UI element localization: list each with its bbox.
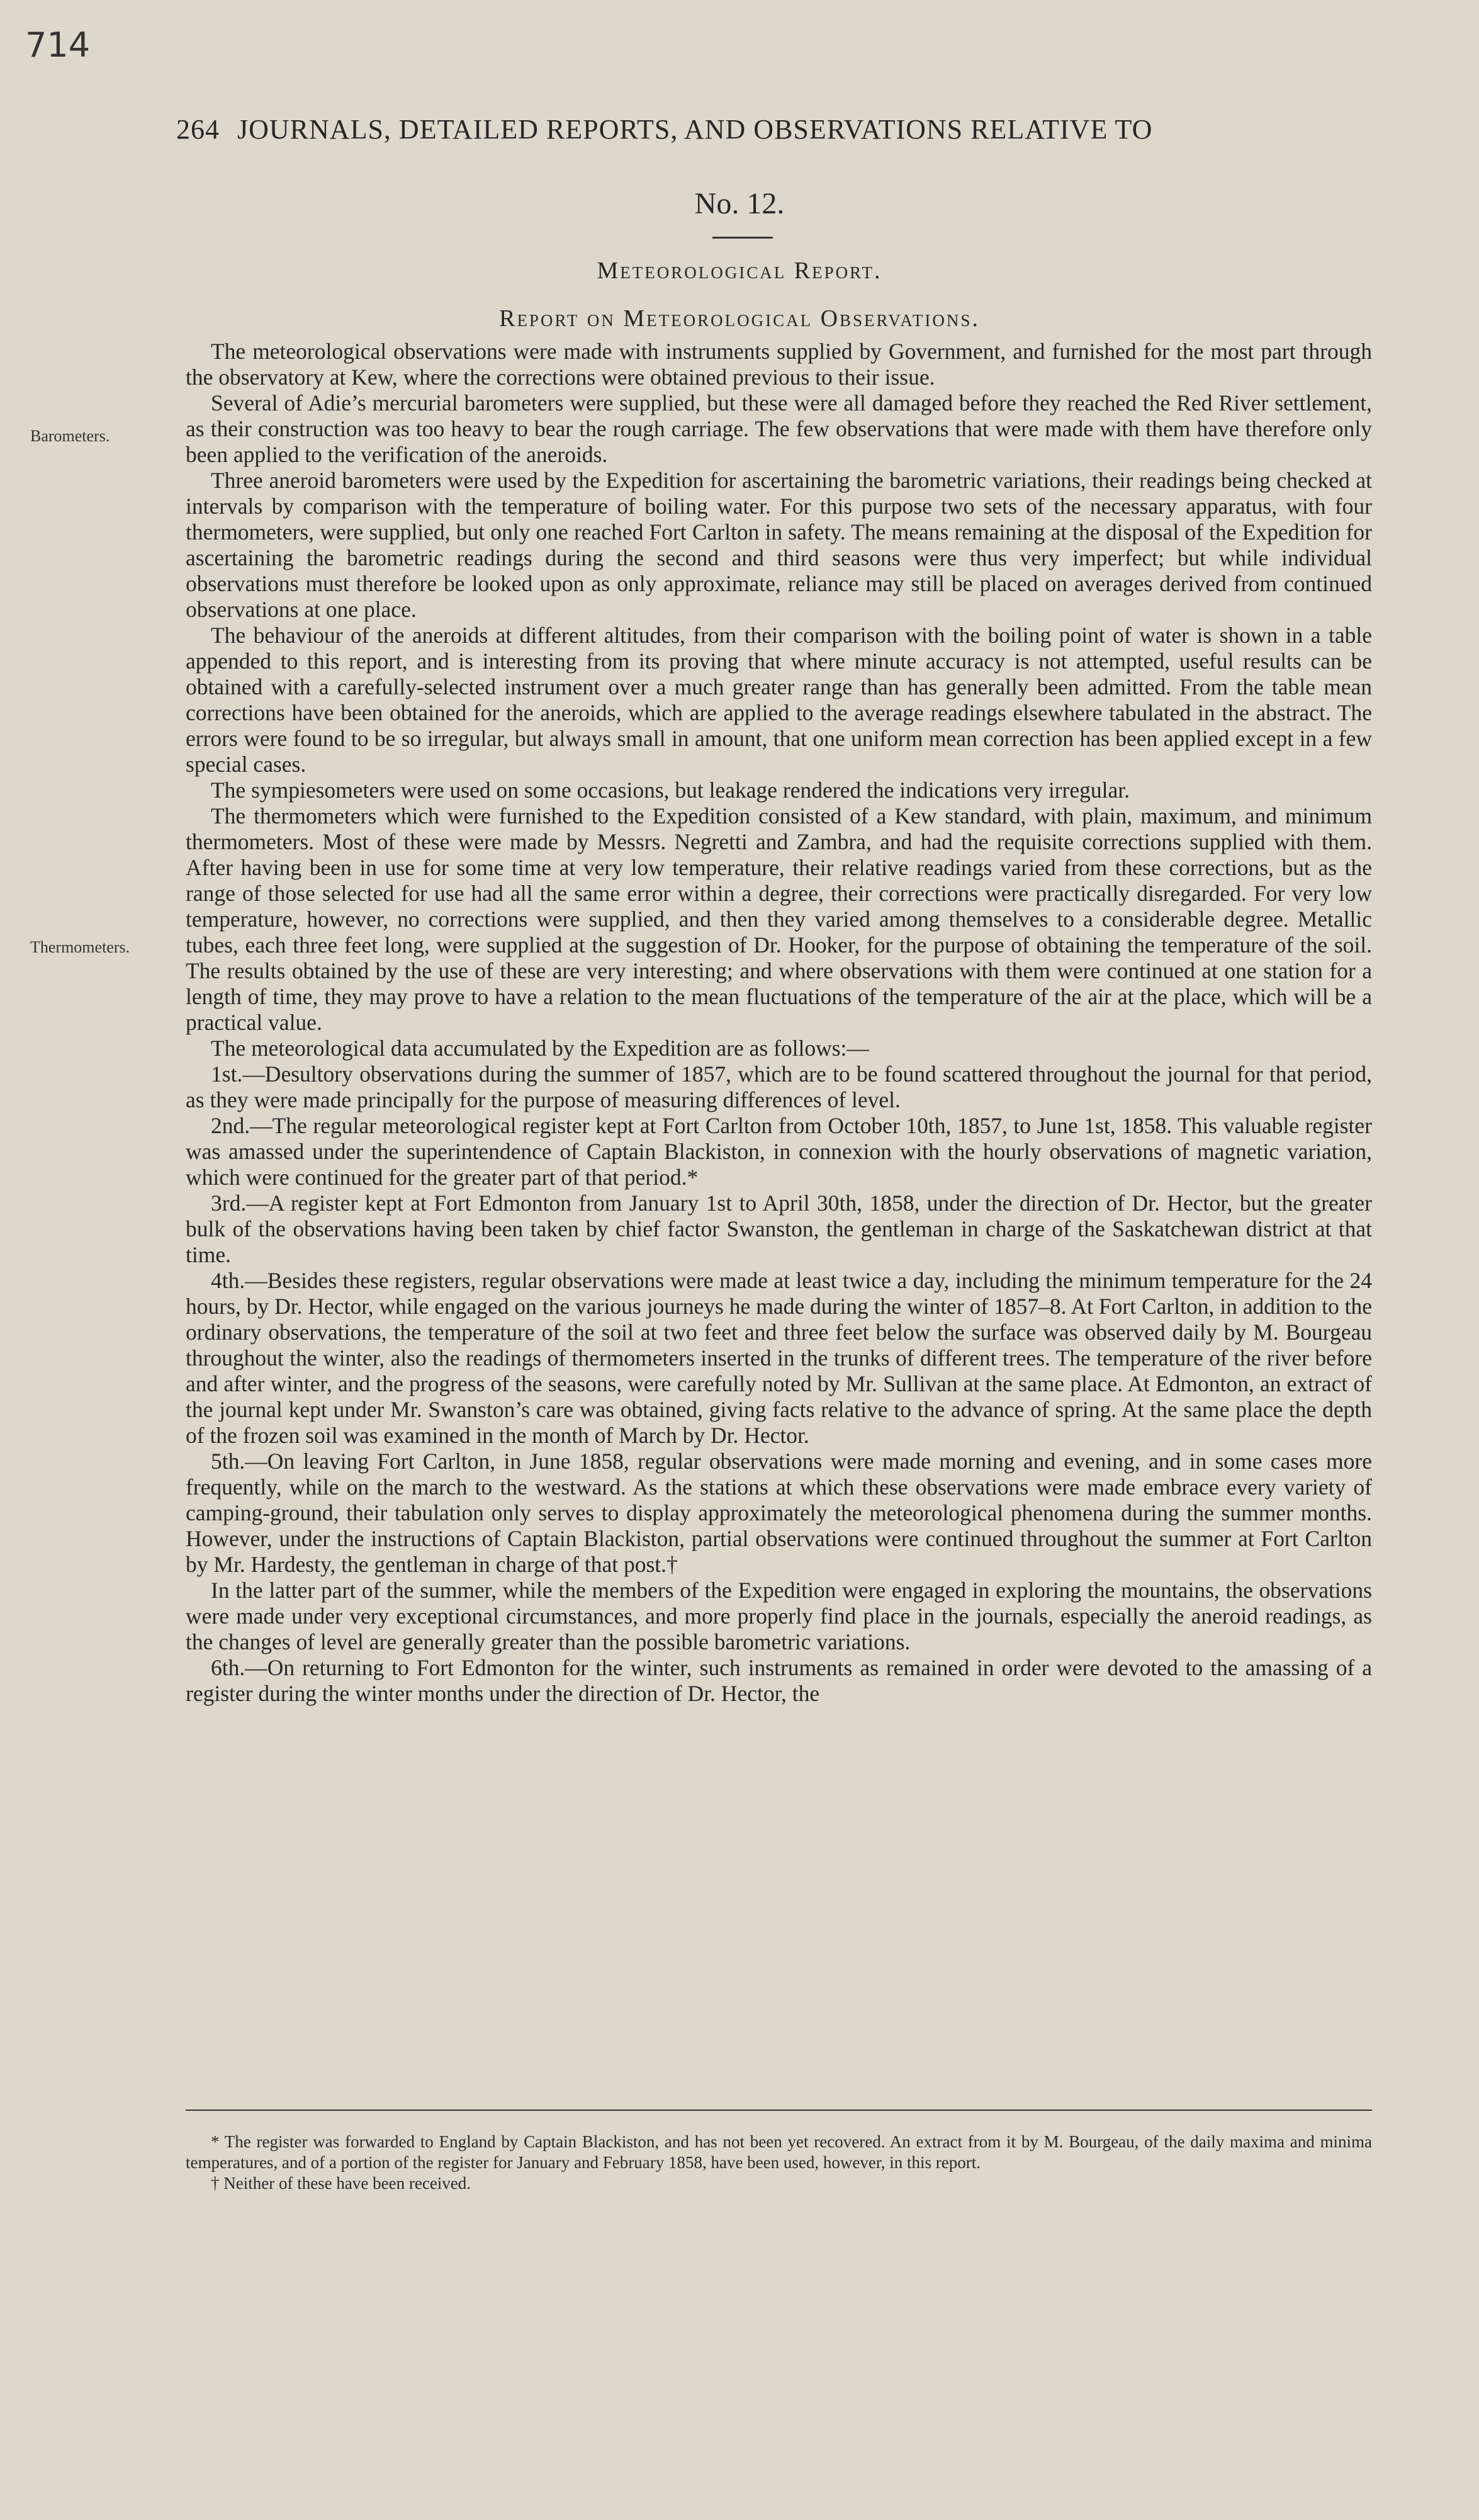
- scan-page-number: 714: [25, 25, 91, 65]
- section-title: Meteorological Report.: [597, 257, 882, 284]
- paragraph: 5th.—On leaving Fort Carlton, in June 1858, regular observations were made morning and evening, and in some cases more frequently, while on the march to the westward. As the stations at which these observations were made embrace every variety of camping-ground, their tabulation only serves to display approximately the meteorological phenomena during the summer months. However, under the instructions of Captain Blackiston, partial observations were continued throughout the summer at Fort Carlton by Mr. Hardesty, the gentleman in charge of that post.†: [186, 1449, 1372, 1577]
- paragraph: The meteorological observations were made with instruments supplied by Government, and furnished for the most part through the observatory at Kew, where the corrections were obtained previous to their issue.: [186, 339, 1372, 390]
- paragraph: In the latter part of the summer, while the members of the Expedition were engaged in exploring the mountains, the observations were made under very exceptional circumstances, and more properly find place in the journals, especially the aneroid readings, as the changes of level are generally greater than the possible barometric variations.: [186, 1578, 1372, 1654]
- document-number: No. 12.: [694, 187, 785, 220]
- paragraph: The sympiesometers were used on some occasions, but leakage rendered the indications very irregular.: [211, 777, 1130, 803]
- paragraph: 4th.—Besides these registers, regular observations were made at least twice a day, including the minimum temperature for the 24 hours, by Dr. Hector, while engaged on the various journeys he made during the winter of 1857–8. At Fort Carlton, in addition to the ordinary observations, the temperature of the soil at two feet and three feet below the surface was observed daily by M. Bourgeau throughout the winter, also the readings of thermometers inserted in the trunks of different trees. The temperature of the river before and after winter, and the progress of the seasons, were carefully noted by Mr. Sullivan at the same place. At Edmonton, an extract of the journal kept under Mr. Swanston’s care was obtained, giving facts relative to the advance of spring. At the same place the depth of the frozen soil was examined in the month of March by Dr. Hector.: [186, 1268, 1372, 1448]
- margin-note-thermometers: Thermometers.: [30, 938, 130, 956]
- body-text: [186, 339, 1372, 1707]
- paragraph: The thermometers which were furnished to the Expedition consisted of a Kew standard, with plain, maximum, and minimum thermometers. Most of these were made by Messrs. Negretti and Zambra, and had the requisite corrections supplied with them. After having been in use for some time at very low temperature, their relative readings varied from these corrections, but as the range of those selected for use had all the same error within a degree, their corrections were practically disregarded. For very low temperature, however, no corrections were supplied, and then they varied among themselves to a considerable degree. Metallic tubes, each three feet long, were supplied at the suggestion of Dr. Hooker, for the purpose of obtaining the temperature of the soil. The results obtained by the use of these are very interesting; and where observations with them were continued at one station for a length of time, they may prove to have a relation to the mean fluctuations of the temperature of the air at the place, which will be a practical value.: [186, 803, 1372, 1035]
- paragraph: 2nd.—The regular meteorological register kept at Fort Carlton from October 10th, 1857, to June 1st, 1858. This valuable register was amassed under the superintendence of Captain Blackiston, in connexion with the hourly observations of magnetic variation, which were continued for the greater part of that period.*: [186, 1113, 1372, 1190]
- running-header: [176, 113, 1372, 145]
- title-rule: [712, 237, 773, 239]
- paragraph: 3rd.—A register kept at Fort Edmonton from January 1st to April 30th, 1858, under the direction of Dr. Hector, but the greater bulk of the observations having been taken by chief factor Swanston, the gentleman in charge of the Saskatchewan district at that time.: [186, 1190, 1372, 1267]
- running-title: JOURNALS, DETAILED REPORTS, AND OBSERVATIONS RELATIVE TO: [237, 114, 1153, 145]
- footnote: † Neither of these have been received.: [211, 2174, 471, 2193]
- paragraph: 6th.—On returning to Fort Edmonton for the winter, such instruments as remained in order were devoted to the amassing of a register during the winter months under the direction of Dr. Hector, the: [186, 1655, 1372, 1706]
- subsection-title: Report on Meteorological Observations.: [499, 305, 980, 332]
- paragraph: The meteorological data accumulated by the Expedition are as follows:—: [211, 1036, 869, 1061]
- footnotes: [186, 2132, 1372, 2194]
- margin-note-barometers: Barometers.: [30, 427, 110, 445]
- paragraph: Several of Adie’s mercurial barometers were supplied, but these were all damaged before they reached the Red River settlement, as their construction was too heavy to bear the rough carriage. The few observations that were made with them have therefore only been applied to the verification of the aneroids.: [186, 390, 1372, 467]
- paragraph: 1st.—Desultory observations during the summer of 1857, which are to be found scattered throughout the journal for that period, as they were made principally for the purpose of measuring differences of level.: [186, 1061, 1372, 1112]
- page-number: 264: [176, 114, 220, 145]
- paragraph: The behaviour of the aneroids at different altitudes, from their comparison with the boiling point of water is shown in a table appended to this report, and is interesting from its proving that where minute accuracy is not attempted, useful results can be obtained with a carefully-selected instrument over a much greater range than has generally been admitted. From the table mean corrections have been obtained for the aneroids, which are applied to the average readings elsewhere tabulated in the abstract. The errors were found to be so irregular, but always small in amount, that one uniform mean correction has been applied except in a few special cases.: [186, 623, 1372, 777]
- footnote-rule: [186, 2110, 1372, 2111]
- paragraph: Three aneroid barometers were used by the Expedition for ascertaining the barometric variations, their readings being checked at intervals by comparison with the temperature of boiling water. For this purpose two sets of the necessary apparatus, with four thermometers, were supplied, but only one reached Fort Carlton in safety. The means remaining at the disposal of the Expedition for ascertaining the barometric readings during the second and third seasons were thus very imperfect; but while individual observations must therefore be looked upon as only approximate, reliance may still be placed on averages derived from continued observations at one place.: [186, 468, 1372, 622]
- footnote: * The register was forwarded to England by Captain Blackiston, and has not been yet recovered. An extract from it by M. Bourgeau, of the daily maxima and minima temperatures, and of a portion of the register for January and February 1858, have been used, however, in this report.: [186, 2132, 1372, 2172]
